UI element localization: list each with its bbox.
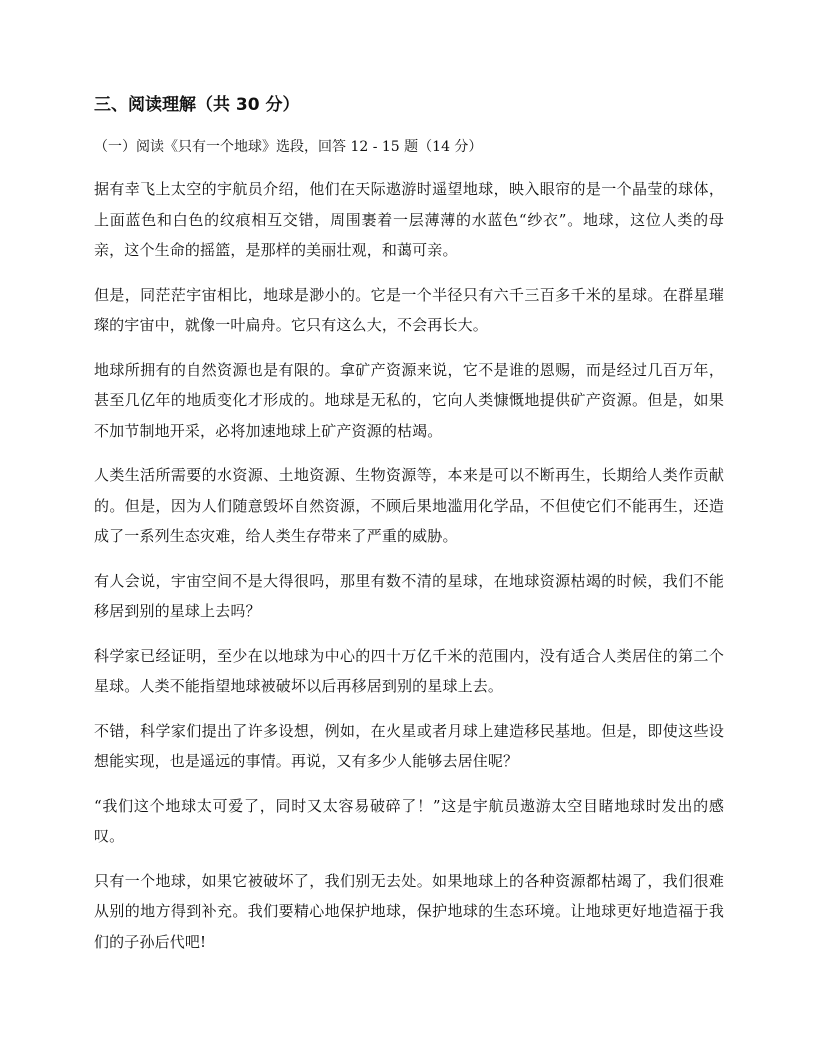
- paragraph-7: 不错，科学家们提出了许多设想，例如，在火星或者月球上建造移民基地。但是，即使这些设想能实现，也是遥远的事情。再说，又有多少人能够去居住呢？: [94, 721, 724, 770]
- paragraph-5: 有人会说，宇宙空间不是大得很吗，那里有数不清的星球，在地球资源枯竭的时候，我们不能移居到别的星球上去吗？: [94, 571, 724, 620]
- section-title: 三、阅读理解（共 30 分）: [94, 95, 300, 115]
- document-page: [94, 92, 724, 971]
- paragraph-1: 据有幸飞上太空的宇航员介绍，他们在天际遨游时遥望地球，映入眼帘的是一个晶莹的球体，上面蓝色和白色的纹痕相互交错，周围裹着一层薄薄的水蓝色“纱衣”。地球，这位人类的母亲，这个生命的摇篮，是那样的美丽壮观，和蔼可亲。: [94, 180, 724, 259]
- paragraph-2: 但是，同茫茫宇宙相比，地球是渺小的。它是一个半径只有六千三百多千米的星球。在群星璀璨的宇宙中，就像一叶扁舟。它只有这么大，不会再长大。: [94, 285, 724, 334]
- paragraph-8: “我们这个地球太可爱了，同时又太容易破碎了！”这是宇航员遨游太空目睹地球时发出的感叹。: [94, 796, 724, 845]
- paragraph-6: 科学家已经证明，至少在以地球为中心的四十万亿千米的范围内，没有适合人类居住的第二个星球。人类不能指望地球被破坏以后再移居到别的星球上去。: [94, 646, 724, 695]
- paragraph-3: 地球所拥有的自然资源也是有限的。拿矿产资源来说，它不是谁的恩赐，而是经过几百万年，甚至几亿年的地质变化才形成的。地球是无私的，它向人类慷慨地提供矿产资源。但是，如果不加节制地开采，必将加速地球上矿产资源的枯竭。: [94, 360, 724, 440]
- paragraph-9: 只有一个地球，如果它被破坏了，我们别无去处。如果地球上的各种资源都枯竭了，我们很难从别的地方得到补充。我们要精心地保护地球，保护地球的生态环境。让地球更好地造福于我们的子孙后代吧!: [94, 871, 724, 951]
- paragraph-4: 人类生活所需要的水资源、土地资源、生物资源等，本来是可以不断再生，长期给人类作贡献的。但是，因为人们随意毁坏自然资源，不顾后果地滥用化学品，不但使它们不能再生，还造成了一系列生态灾难，给人类生存带来了严重的威胁。: [94, 466, 724, 545]
- question-subtitle: （一）阅读《只有一个地球》选段，回答 12 - 15 题（14 分）: [94, 139, 483, 155]
